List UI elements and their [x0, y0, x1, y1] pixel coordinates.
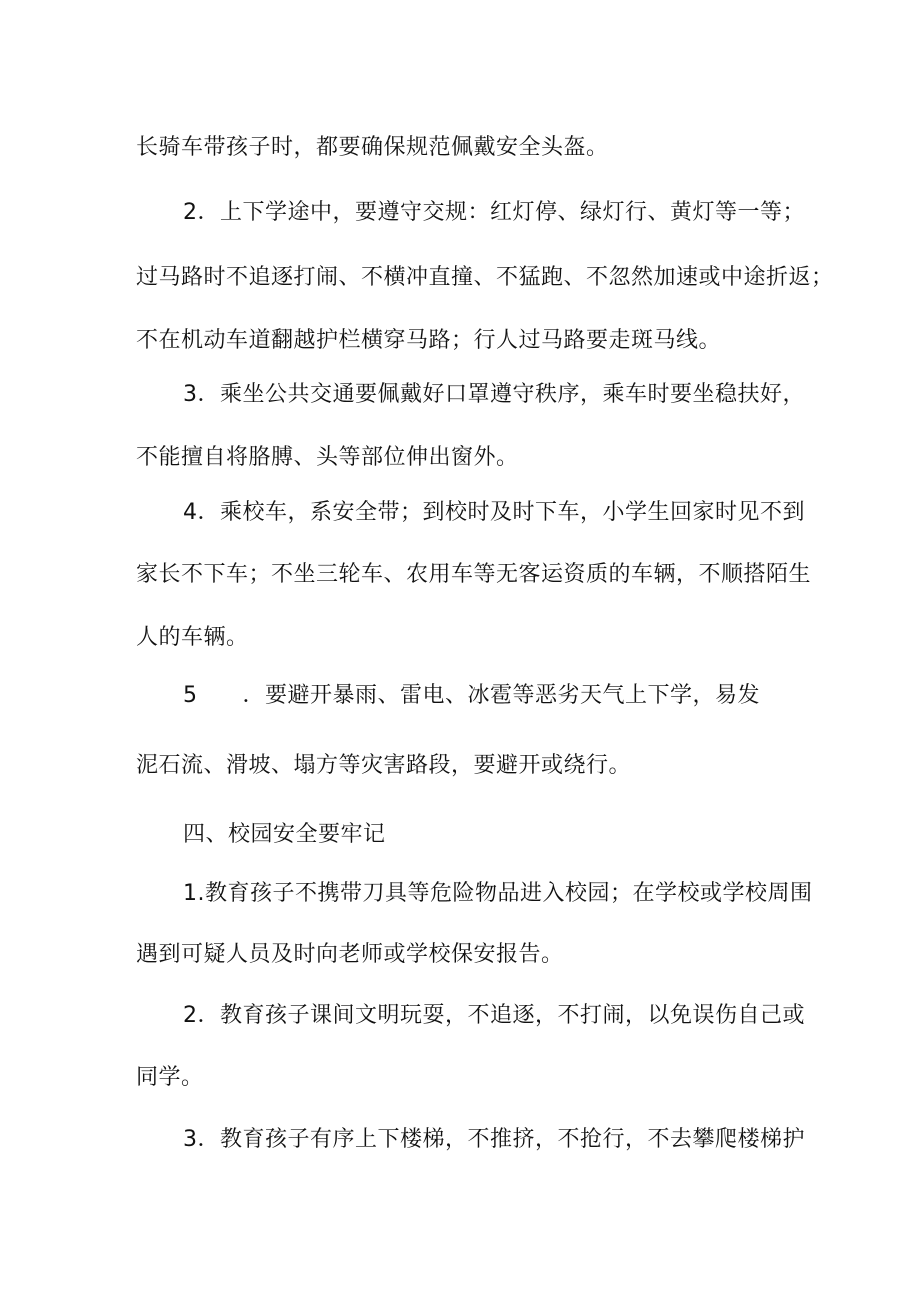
text-line-4: 不在机动车道翻越护栏横穿马路；行人过马路要走斑马线。	[136, 328, 722, 353]
section-heading: 四、校园安全要牢记	[183, 822, 386, 847]
text-line-17: 3．教育孩子有序上下楼梯，不推挤，不抢行，不去攀爬楼梯护	[183, 1127, 805, 1152]
text-line-7: 4．乘校车，系安全带；到校时及时下车，小学生回家时见不到	[183, 500, 805, 525]
text-line-11: 泥石流、滑坡、塌方等灾害路段，要避开或绕行。	[136, 753, 632, 778]
text-line-13: 1.教育孩子不携带刀具等危险物品进入校园；在学校或学校周围	[183, 881, 813, 906]
text-line-14: 遇到可疑人员及时向老师或学校保安报告。	[136, 942, 564, 967]
text-line-2: 2．上下学途中，要遵守交规：红灯停、绿灯行、黄灯等一等；	[183, 200, 805, 225]
text-line-16: 同学。	[136, 1065, 204, 1090]
text-line-1: 长骑车带孩子时，都要确保规范佩戴安全头盔。	[136, 135, 609, 160]
text-line-15: 2．教育孩子课间文明玩耍，不追逐，不打闹，以免误伤自己或	[183, 1003, 805, 1028]
text-line-3: 过马路时不追逐打闹、不横冲直撞、不猛跑、不忽然加速或中途折返；	[136, 265, 834, 290]
text-line-5: 3．乘坐公共交通要佩戴好口罩遵守秩序，乘车时要坐稳扶好，	[183, 382, 805, 407]
text-line-6: 不能擅自将胳膊、头等部位伸出窗外。	[136, 445, 519, 470]
text-line-8: 家长不下车；不坐三轮车、农用车等无客运资质的车辆，不顺搭陌生	[136, 562, 812, 587]
text-line-10: 5 ．要避开暴雨、雷电、冰雹等恶劣天气上下学，易发	[183, 683, 760, 708]
text-line-9: 人的车辆。	[136, 625, 249, 650]
